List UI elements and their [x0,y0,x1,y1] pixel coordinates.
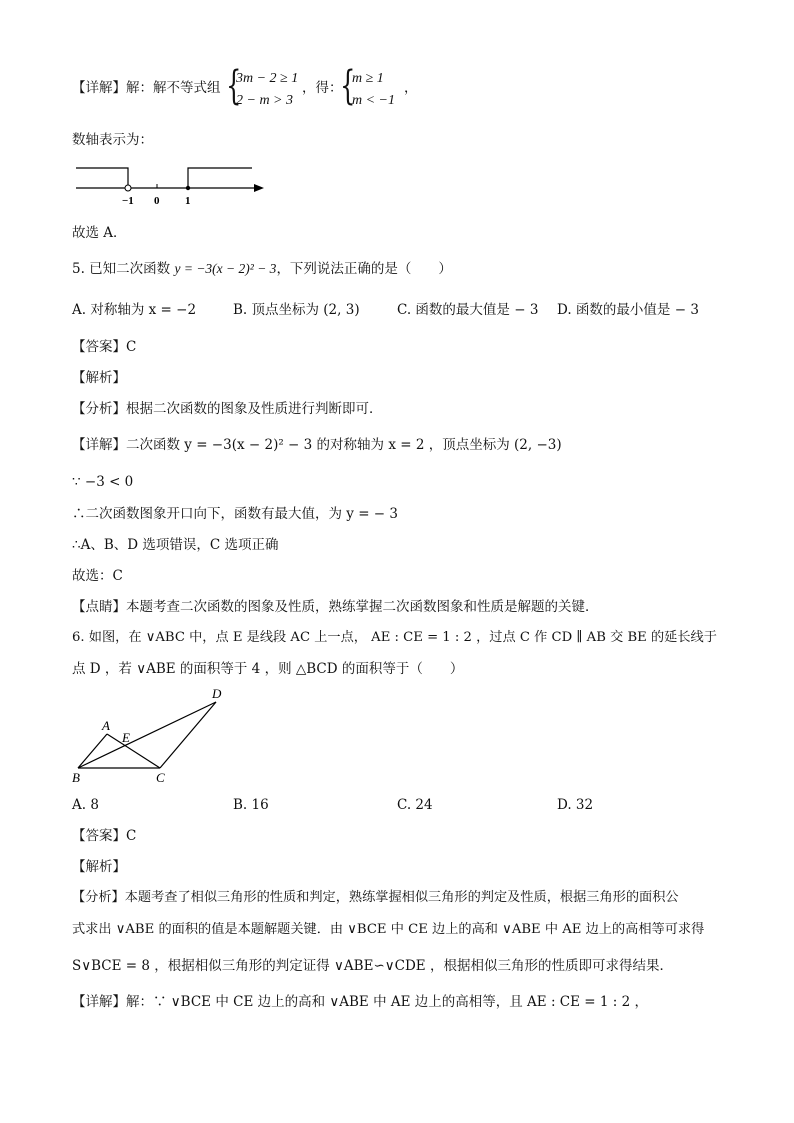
segment-ac [107,734,160,768]
label-b: B [72,770,80,785]
q5-option-d: D. 函数的最小值是 − 3 [557,302,699,318]
q5-stem [72,260,452,278]
q5-because: ∵ −3 < 0 [72,474,134,490]
q5-fenxi: 【分析】根据二次函数的图象及性质进行判断即可． [72,401,383,417]
number-line-figure [72,160,272,210]
number-line-arrow [254,184,264,192]
segment-ba [78,734,107,768]
solution-brace: { [340,63,356,109]
q5-therefore1: ∴二次函数图象开口向下，函数有最大值，为 y = − 3 [72,506,399,522]
segment-bd [78,702,216,768]
q5-stem-math: y = −3(x − 2)² − 3 [174,261,277,276]
closed-point-1 [186,186,190,190]
q5-therefore2: ∴A、B、D 选项错误，C 选项正确 [72,537,279,553]
tick-label: −1 [122,195,134,207]
q5-option-b: B. 顶点坐标为 (2, 3) [233,302,360,318]
region-right [188,168,252,188]
q6-answer: 【答案】C [72,828,137,844]
q5-stem-pre: 5. 已知二次函数 [72,261,175,277]
tick-label: 1 [185,195,191,207]
region-left [76,168,128,186]
tick-label: 0 [154,195,160,207]
q6-option-d: D. 32 [557,797,594,813]
q6-fenxi-3: S∨BCE = 8 ，根据相似三角形的判定证得 ∨ABE∽∨CDE ，根据相似三角形的性质即可求得结果． [72,958,673,974]
q6-jiexi: 【解析】 [72,859,126,875]
q6-geometry-figure [72,684,232,788]
system-brace-left: { [226,63,242,109]
q5-dianjing: 【点睛】本题考查二次函数的图象及性质，熟练掌握二次函数图象和性质是解题的关键． [72,599,599,615]
label-d: D [212,686,222,701]
q5-choose: 故选：C [72,568,123,584]
q6-fenxi-1: 【分析】本题考查了相似三角形的性质和判定，熟练掌握相似三角形的判定及性质，根据三角形的面积公 [72,890,679,905]
label-e: E [122,730,130,745]
label-a: A [102,718,110,733]
system-line: 2 − m > 3 [236,93,294,108]
q5-jiexi: 【解析】 [72,370,126,386]
solution-line: m < −1 [352,93,396,108]
intro-label: 【详解】解：解不等式组 [72,80,221,96]
system-line: 3m − 2 ≥ 1 [236,71,299,86]
open-circle-neg1 [125,185,131,191]
solution-line: m ≥ 1 [352,71,384,86]
q6-detail: 【详解】解：∵ ∨BCE 中 CE 边上的高和 ∨ABE 中 AE 边上的高相等，且 AE : CE = 1 : 2 ， [72,994,648,1010]
segment-cd [160,702,216,768]
intro-tail: ， [404,80,418,96]
q5-option-c: C. 函数的最大值是 − 3 [397,302,539,318]
intro-de: ，得： [302,80,343,96]
q6-stem-line2: 点 D ，若 ∨ABE 的面积等于 4 ，则 △BCD 的面积等于（ ） [72,661,464,677]
q5-option-a: A. 对称轴为 x = −2 [72,302,197,318]
q5-answer: 【答案】C [72,339,137,355]
choose-a: 故选 A． [72,225,127,241]
q6-option-c: C. 24 [397,797,433,813]
q6-option-a: A. 8 [72,797,99,813]
q6-stem-line1: 6. 如图，在 ∨ABC 中，点 E 是线段 AC 上一点， AE : CE = 1 : 2 ，过点 C 作 CD ∥ AB 交 BE 的延长线于 [72,630,717,645]
q6-option-b: B. 16 [233,797,269,813]
q5-stem-post: ，下列说法正确的是（ ） [276,261,452,277]
label-c: C [156,770,165,785]
q6-fenxi-2: 式求出 ∨ABE 的面积的值是本题解题关键．由 ∨BCE 中 CE 边上的高和 ∨ABE 中 AE 边上的高相等可求得 [72,922,705,937]
numberline-caption: 数轴表示为： [72,132,153,148]
q5-detail: 【详解】二次函数 y = −3(x − 2)² − 3 的对称轴为 x = 2 ，顶点坐标为 (2, −3) [72,437,562,453]
